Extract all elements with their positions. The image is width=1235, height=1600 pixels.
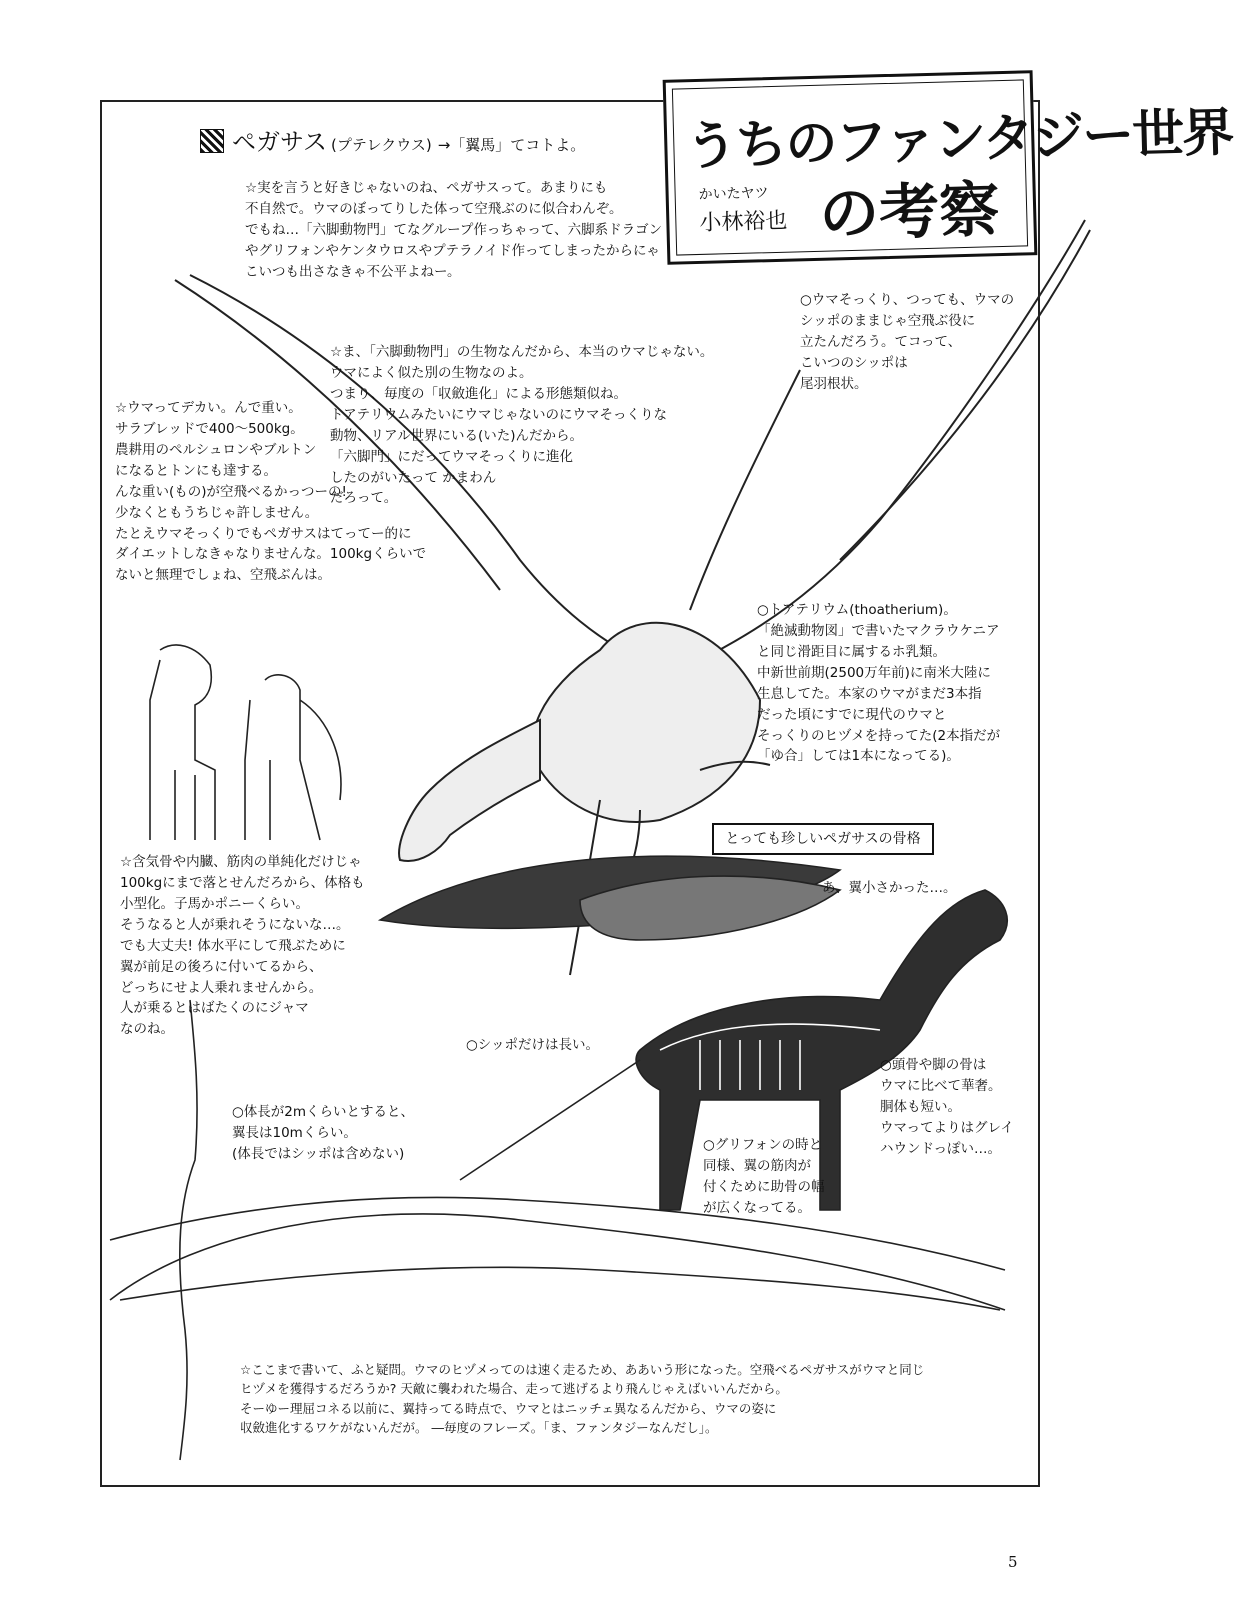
note-bones: ☆含気骨や内臓、筋肉の単純化だけじゃ 100kgにまで落とせんだろから、体格も 小型化。子馬かポニーくらい。 そうなると人が乗れそうにないな…。 でも大丈夫! 体水平にして飛ぶために 翼が前足の後ろに付いてるから、 どっちにせよ人乗れませんから。 人が乗るとはばたくのにジャマ なのね。 <box>120 854 365 1038</box>
small-horse-sketches <box>150 645 341 840</box>
note-conclusion: ☆ここまで書いて、ふと疑問。ウマのヒヅメってのは速く走るため、ああいう形になった。空飛べるペガサスがウマと同じ ヒヅメを獲得するだろうか? 天敵に襲われた場合、走って逃げるより飛んじゃえばいいんだから。 そーゆー理屈コネる以前に、翼持ってる時点で、ウマとはニッチェ異なるんだから、ウマの姿に 収斂進化するワケがないんだが。 ―毎度のフレーズ。「ま、ファンタジーなんだし」。 <box>240 1362 925 1436</box>
author-credit-label: かいたヤツ <box>698 185 769 203</box>
note-intro: ☆実を言うと好きじゃないのね、ペガサスって。あまりにも 不自然で。ウマのぼってりした体って空飛ぶのに似合わんぞ。 でもね…「六脚動物門」てなグループ作っちゃって、六脚系ドラゴン やグリフォンやケンタウロスやプテラノイド作ってしまったからにゃ こいつも出さなきゃ不公平よねー。 <box>245 180 663 280</box>
series-title-line-2: の考察 <box>818 175 1001 250</box>
creature-name: ペガサス <box>232 128 328 156</box>
series-title-box <box>663 70 1233 265</box>
author-name: 小林裕也 <box>699 208 788 236</box>
note-six-legged: ☆ま、「六脚動物門」の生物なんだから、本当のウマじゃない。 ウマによく似た別の生物なのよ。 つまり、毎度の「収斂進化」による形態類似ね。 トアテリウムみたいにウマじゃないのにウマそっくりな 動物、リアル世界にいる(いた)んだから。 「六脚門」にだってウマそっくりに進化 したのがいたって かまわん だろって。 <box>330 344 714 507</box>
note-tail-long: ○シッポだけは長い。 <box>466 1037 600 1053</box>
hatched-square-icon <box>200 129 224 153</box>
note-weight: ☆ウマってデカい。んで重い。 サラブレッドで400〜500kg。 農耕用のペルシュロンやブルトン になるとトンにも達する。 んな重い(もの)が空飛べるかっつーの! 少なくともうちじゃ許しません。 たとえウマそっくりでもペガサスはてってー的に ダイエットしなきゃなりませんな。100kgくらいで ないと無理でしょね、空飛ぶんは。 <box>115 400 427 584</box>
note-skull: ○頭骨や脚の骨は ウマに比べて華奢。 胴体も短い。 ウマってよりはグレイ ハウンドっぽい…。 <box>880 1057 1014 1157</box>
note-griffin: ○グリフォンの時と 同様、翼の筋肉が 付くために助骨の幅 が広くなってる。 <box>703 1137 825 1216</box>
creature-heading <box>200 122 585 157</box>
creature-alias: →「翼馬」てコトよ。 <box>437 136 586 154</box>
creature-reading: (プテレクウス) <box>331 136 432 154</box>
note-small-wings: あ、翼小さかった…。 <box>822 880 957 896</box>
series-title-line-1: うちのファンタジー世界 <box>684 102 1233 178</box>
note-thoatherium: ○トアテリウム(thoatherium)。 「絶滅動物図」で書いたマクラウケニア と同じ滑距目に属するホ乳類。 中新世前期(2500万年前)に南米大陸に 生息してた。本家のウマがまだ3本指 だった頃にすでに現代のウマと そっくりのヒヅメを持ってた(2本指だが 「ゆ合」しては1本になってる)。 <box>757 602 1001 765</box>
page-number: 5 <box>1008 1553 1018 1571</box>
note-wingspan: ○体長が2mくらいとすると、 翼長は10mくらい。 (体長ではシッポは含めない) <box>232 1104 415 1162</box>
note-tail: ○ウマそっくり、つっても、ウマの シッポのままじゃ空飛ぶ役に 立たんだろう。てコって、 こいつのシッポは 尾羽根状。 <box>800 292 1015 392</box>
skeleton-caption: とっても珍しいペガサスの骨格 <box>712 823 934 855</box>
